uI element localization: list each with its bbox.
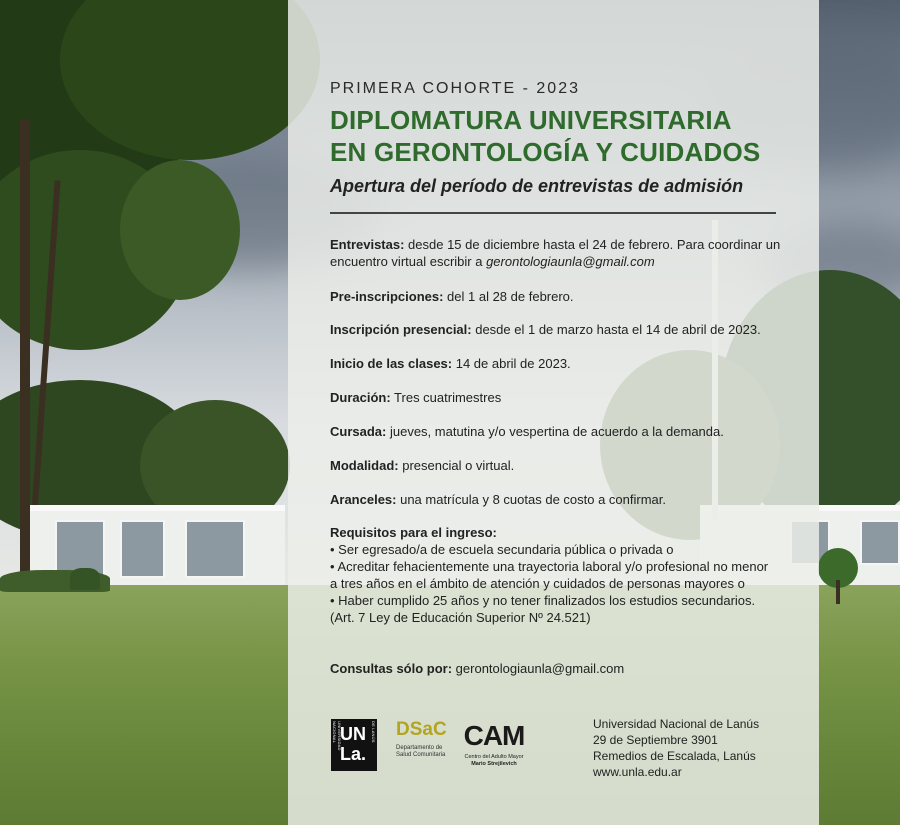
entrevistas-text: desde 15 de diciembre hasta el 24 de febrero. Para coordinar un encuentro virtual escribir a (330, 237, 781, 269)
unla-logo (331, 719, 377, 771)
title-line-2: EN GERONTOLOGÍA Y CUIDADOS (330, 137, 761, 167)
inicio-text: 14 de abril de 2023. (452, 356, 571, 371)
info-cursada (330, 423, 800, 440)
tree-trunk (836, 580, 840, 604)
duracion-label: Duración: (330, 390, 391, 405)
info-inscripcion (330, 321, 800, 338)
poster-title (330, 104, 800, 168)
building-window (120, 520, 165, 578)
consultas-text: gerontologiaunla@gmail.com (452, 661, 625, 676)
dsac-logo-name: DSaC (396, 719, 447, 740)
aranceles-text: una matrícula y 8 cuotas de costo a confirmar. (396, 492, 667, 507)
info-inicio (330, 355, 800, 372)
modalidad-text: presencial o virtual. (398, 458, 515, 473)
requisito-item: • Ser egresado/a de escuela secundaria pública o privada o (330, 542, 674, 557)
requisito-item: • Acreditar fehacientemente una trayectoria laboral y/o profesional no menor a tres años en el ámbito de atención y cuidados de personas mayores o (330, 559, 769, 591)
tree (120, 160, 240, 300)
divider (330, 212, 776, 214)
cam-logo-desc: Centro del Adulto Mayor (464, 754, 524, 760)
dsac-logo (396, 719, 456, 759)
info-duracion (330, 389, 800, 406)
unla-logo-vertical-left: UNIVERSIDAD NACIONAL (332, 721, 342, 751)
website-link[interactable]: www.unla.edu.ar (593, 765, 682, 779)
requisitos-title: Requisitos para el ingreso: (330, 525, 497, 540)
cohort-kicker: PRIMERA COHORTE - 2023 (330, 80, 580, 97)
unla-logo-mark-bottom: La. (340, 744, 367, 764)
entrevistas-label: Entrevistas: (330, 237, 405, 252)
cam-logo (456, 722, 532, 768)
info-entrevistas (330, 236, 800, 270)
poster-subtitle: Apertura del período de entrevistas de admisión (330, 176, 744, 196)
address-line: Universidad Nacional de Lanús (593, 717, 760, 731)
requisito-item: • Haber cumplido 25 años y no tener finalizados los estudios secundarios. (Art. 7 Ley de Educación Superior Nº 24.521) (330, 593, 756, 625)
hedge (70, 568, 100, 590)
tree-trunk (20, 120, 30, 590)
inscripcion-text: desde el 1 de marzo hasta el 14 de abril de 2023. (471, 322, 761, 337)
inicio-label: Inicio de las clases: (330, 356, 453, 371)
aranceles-label: Aranceles: (330, 492, 397, 507)
info-aranceles (330, 491, 800, 508)
title-line-1: DIPLOMATURA UNIVERSITARIA (330, 105, 732, 135)
consultas-label: Consultas sólo por: (330, 661, 453, 676)
address-line: Remedios de Escalada, Lanús (593, 749, 756, 763)
unla-logo-mark-top: UN (340, 724, 366, 744)
cursada-label: Cursada: (330, 424, 387, 439)
info-modalidad (330, 457, 800, 474)
info-consultas (330, 660, 800, 677)
cursada-text: jueves, matutina y/o vespertina de acuerdo a la demanda. (386, 424, 724, 439)
dsac-logo-desc: Departamento de Salud Comunitaria (396, 745, 446, 758)
duracion-text: Tres cuatrimestres (390, 390, 502, 405)
building-window (860, 520, 900, 565)
cam-logo-person: Mario Strejilevich (471, 761, 517, 767)
preinscripciones-text: del 1 al 28 de febrero. (443, 289, 574, 304)
preinscripciones-label: Pre-inscripciones: (330, 289, 444, 304)
info-requisitos (330, 524, 770, 626)
address-line: 29 de Septiembre 3901 (593, 733, 718, 747)
entrevistas-email: gerontologiaunla@gmail.com (486, 254, 655, 269)
unla-logo-vertical-right: DE LANÚS (371, 721, 376, 743)
inscripcion-label: Inscripción presencial: (330, 322, 472, 337)
university-address (593, 716, 759, 780)
modalidad-label: Modalidad: (330, 458, 399, 473)
building-window (185, 520, 245, 578)
info-preinscripciones (330, 288, 800, 305)
cam-logo-name: CAM (463, 720, 525, 751)
